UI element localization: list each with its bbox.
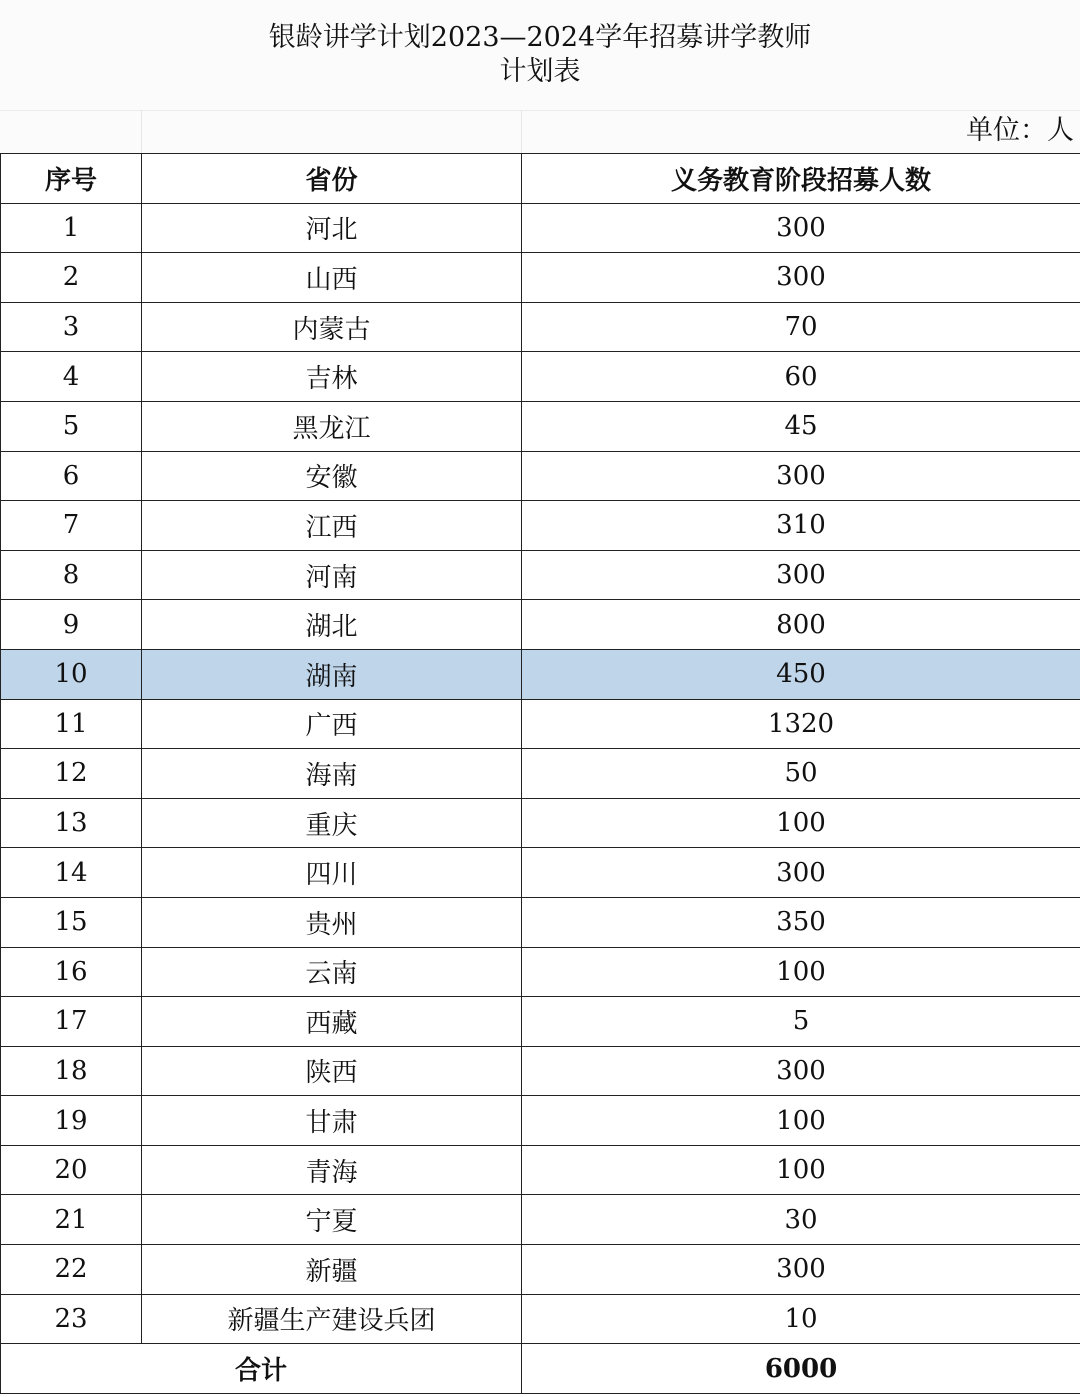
cell-no[interactable]: 14 xyxy=(1,848,142,898)
title-line-1: 银龄讲学计划2023—2024学年招募讲学教师 xyxy=(268,22,812,53)
cell-no[interactable]: 5 xyxy=(1,401,142,451)
cell-no[interactable]: 20 xyxy=(1,1145,142,1195)
cell-count[interactable]: 300 xyxy=(522,1046,1080,1096)
cell-province[interactable]: 西藏 xyxy=(142,997,522,1047)
table-body xyxy=(1,203,1080,1344)
cell-province[interactable]: 江西 xyxy=(142,501,522,551)
cell-count[interactable]: 60 xyxy=(522,352,1080,402)
cell-no[interactable]: 2 xyxy=(1,253,142,303)
table-row[interactable] xyxy=(1,798,1080,848)
table-row[interactable] xyxy=(1,848,1080,898)
cell-province[interactable]: 黑龙江 xyxy=(142,401,522,451)
cell-count[interactable]: 300 xyxy=(522,451,1080,501)
cell-no[interactable]: 4 xyxy=(1,352,142,402)
header-no[interactable]: 序号 xyxy=(1,154,142,204)
cell-province[interactable]: 安徽 xyxy=(142,451,522,501)
table-row[interactable] xyxy=(1,1195,1080,1245)
cell-no[interactable]: 22 xyxy=(1,1245,142,1295)
cell-province[interactable]: 吉林 xyxy=(142,352,522,402)
cell-count[interactable]: 800 xyxy=(522,600,1080,650)
cell-no[interactable]: 19 xyxy=(1,1096,142,1146)
cell-count[interactable]: 50 xyxy=(522,749,1080,799)
cell-count[interactable]: 300 xyxy=(522,848,1080,898)
table-row[interactable] xyxy=(1,550,1080,600)
table-row[interactable] xyxy=(1,1294,1080,1344)
cell-province[interactable]: 甘肃 xyxy=(142,1096,522,1146)
cell-no[interactable]: 9 xyxy=(1,600,142,650)
cell-province[interactable]: 湖北 xyxy=(142,600,522,650)
unit-label[interactable]: 单位：人 xyxy=(966,115,1074,146)
title-line-2: 计划表 xyxy=(499,56,581,87)
cell-province[interactable]: 内蒙古 xyxy=(142,302,522,352)
table-row[interactable] xyxy=(1,947,1080,997)
cell-count[interactable]: 5 xyxy=(522,997,1080,1047)
header-province[interactable]: 省份 xyxy=(142,154,522,204)
cell-count[interactable]: 10 xyxy=(522,1294,1080,1344)
table-row[interactable] xyxy=(1,897,1080,947)
table-row[interactable] xyxy=(1,302,1080,352)
cell-count[interactable]: 300 xyxy=(522,253,1080,303)
gridline xyxy=(141,110,142,153)
cell-province[interactable]: 河北 xyxy=(142,203,522,253)
cell-province[interactable]: 湖南 xyxy=(142,649,522,699)
cell-no[interactable]: 13 xyxy=(1,798,142,848)
cell-count[interactable]: 100 xyxy=(522,947,1080,997)
cell-province[interactable]: 重庆 xyxy=(142,798,522,848)
total-row xyxy=(1,1344,1080,1394)
cell-province[interactable]: 陕西 xyxy=(142,1046,522,1096)
cell-count[interactable]: 310 xyxy=(522,501,1080,551)
cell-no[interactable]: 6 xyxy=(1,451,142,501)
cell-province[interactable]: 海南 xyxy=(142,749,522,799)
cell-no[interactable]: 11 xyxy=(1,699,142,749)
cell-no[interactable]: 15 xyxy=(1,897,142,947)
title-cell[interactable] xyxy=(0,0,1080,110)
gridline xyxy=(521,110,522,153)
table-row[interactable] xyxy=(1,997,1080,1047)
recruitment-table xyxy=(0,153,1080,1394)
cell-province[interactable]: 云南 xyxy=(142,947,522,997)
cell-province[interactable]: 四川 xyxy=(142,848,522,898)
table-row[interactable] xyxy=(1,1245,1080,1295)
cell-count[interactable]: 100 xyxy=(522,798,1080,848)
table-row[interactable] xyxy=(1,749,1080,799)
cell-province[interactable]: 青海 xyxy=(142,1145,522,1195)
table-row[interactable] xyxy=(1,203,1080,253)
cell-province[interactable]: 新疆 xyxy=(142,1245,522,1295)
cell-count[interactable]: 1320 xyxy=(522,699,1080,749)
cell-province[interactable]: 山西 xyxy=(142,253,522,303)
table-row[interactable] xyxy=(1,1046,1080,1096)
table-row[interactable] xyxy=(1,699,1080,749)
cell-count[interactable]: 350 xyxy=(522,897,1080,947)
cell-no[interactable]: 23 xyxy=(1,1294,142,1344)
cell-province[interactable]: 新疆生产建设兵团 xyxy=(142,1294,522,1344)
table-row[interactable] xyxy=(1,352,1080,402)
table-row[interactable] xyxy=(1,501,1080,551)
table-row[interactable] xyxy=(1,649,1080,699)
cell-count[interactable]: 300 xyxy=(522,1245,1080,1295)
cell-no[interactable]: 17 xyxy=(1,997,142,1047)
cell-count[interactable]: 100 xyxy=(522,1145,1080,1195)
cell-count[interactable]: 300 xyxy=(522,550,1080,600)
cell-province[interactable]: 广西 xyxy=(142,699,522,749)
cell-count[interactable]: 30 xyxy=(522,1195,1080,1245)
cell-province[interactable]: 宁夏 xyxy=(142,1195,522,1245)
table-row[interactable] xyxy=(1,600,1080,650)
table-row[interactable] xyxy=(1,451,1080,501)
cell-no[interactable]: 7 xyxy=(1,501,142,551)
cell-no[interactable]: 3 xyxy=(1,302,142,352)
cell-province[interactable]: 贵州 xyxy=(142,897,522,947)
table-row[interactable] xyxy=(1,1145,1080,1195)
cell-count[interactable]: 45 xyxy=(522,401,1080,451)
cell-count[interactable]: 70 xyxy=(522,302,1080,352)
gridline xyxy=(0,110,1080,111)
cell-no[interactable]: 16 xyxy=(1,947,142,997)
header-count[interactable]: 义务教育阶段招募人数 xyxy=(522,154,1080,204)
cell-no[interactable]: 21 xyxy=(1,1195,142,1245)
cell-no[interactable]: 12 xyxy=(1,749,142,799)
cell-no[interactable]: 10 xyxy=(1,649,142,699)
cell-no[interactable]: 8 xyxy=(1,550,142,600)
cell-no[interactable]: 1 xyxy=(1,203,142,253)
header-row xyxy=(1,154,1080,204)
table-row[interactable] xyxy=(1,401,1080,451)
cell-province[interactable]: 河南 xyxy=(142,550,522,600)
table-row[interactable] xyxy=(1,253,1080,303)
cell-count[interactable]: 100 xyxy=(522,1096,1080,1146)
cell-count[interactable]: 300 xyxy=(522,203,1080,253)
total-label-cell[interactable]: 合计 xyxy=(1,1344,522,1394)
total-count-cell[interactable]: 6000 xyxy=(522,1344,1080,1394)
cell-no[interactable]: 18 xyxy=(1,1046,142,1096)
unit-row xyxy=(0,110,1080,153)
cell-count[interactable]: 450 xyxy=(522,649,1080,699)
table-row[interactable] xyxy=(1,1096,1080,1146)
